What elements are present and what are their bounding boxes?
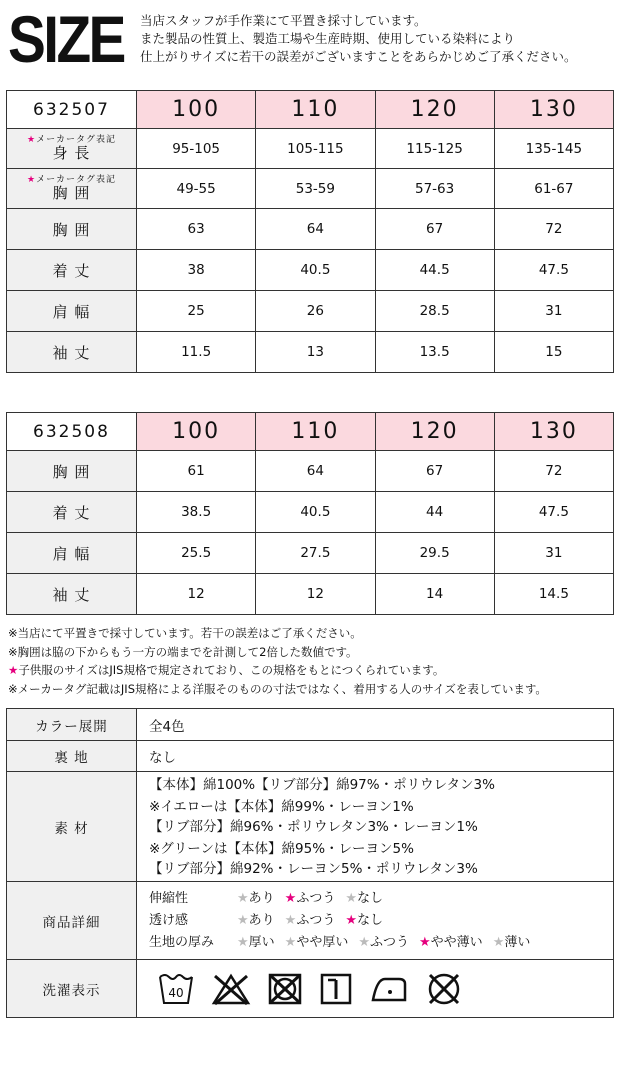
header xyxy=(0,0,620,80)
detail-option xyxy=(345,910,383,932)
size-header: 130 xyxy=(494,91,613,129)
star-icon: ★ xyxy=(284,912,297,928)
star-icon: ★ xyxy=(237,912,249,928)
wash-label: 洗濯表示 xyxy=(7,960,137,1018)
size-table-632508 xyxy=(6,412,614,615)
detail-name: 透け感 xyxy=(149,912,189,928)
table-cell: 12 xyxy=(256,574,375,615)
no-dry-clean-icon xyxy=(425,971,463,1007)
row-label: 着 丈 xyxy=(7,492,137,533)
table-cell: 135-145 xyxy=(494,129,613,169)
star-icon: ★ xyxy=(358,934,370,950)
table-row xyxy=(7,772,614,882)
star-icon: ★ xyxy=(8,663,19,677)
detail-row xyxy=(149,910,613,932)
detail-option xyxy=(285,888,336,910)
star-icon: ★ xyxy=(237,934,249,950)
detail-option-label: やや薄い xyxy=(430,934,483,950)
table-cell: 11.5 xyxy=(137,332,256,373)
table-cell: 115-125 xyxy=(375,129,494,169)
detail-option xyxy=(345,888,383,910)
table-cell: 40.5 xyxy=(256,492,375,533)
wash-symbols xyxy=(137,960,614,1018)
line-dry-icon xyxy=(319,972,353,1006)
detail-option-label: ふつう xyxy=(370,934,410,950)
material-line: ※イエローは【本体】綿99%・レーヨン1% xyxy=(149,798,414,815)
table-row xyxy=(7,709,614,741)
material-label: 素 材 xyxy=(7,772,137,882)
detail-option xyxy=(419,932,483,954)
table-cell: 53-59 xyxy=(256,169,375,209)
details-value xyxy=(137,882,614,960)
table-cell: 31 xyxy=(494,533,613,574)
table-cell: 67 xyxy=(375,209,494,250)
row-label: ★メーカータグ表記 胸 囲 xyxy=(7,169,137,209)
detail-row xyxy=(149,932,613,954)
detail-option-label: あり xyxy=(248,890,275,906)
row-label: 胸 囲 xyxy=(7,451,137,492)
header-notes xyxy=(140,12,577,66)
table-cell: 25 xyxy=(137,291,256,332)
detail-option-label: やや厚い xyxy=(296,934,349,950)
star-icon: ★ xyxy=(345,890,357,906)
detail-option xyxy=(493,932,531,954)
size-header: 130 xyxy=(494,413,613,451)
table-row xyxy=(7,129,614,169)
row-label: 胸 囲 xyxy=(7,209,137,250)
table-cell: 13 xyxy=(256,332,375,373)
detail-name: 生地の厚み xyxy=(149,934,215,950)
detail-option-label: 厚い xyxy=(248,934,275,950)
footnote-line: ※当店にて平置きで採寸しています。若干の誤差はご了承ください。 xyxy=(8,626,362,640)
star-icon: ★ xyxy=(27,135,37,145)
table-cell: 14.5 xyxy=(494,574,613,615)
row-label: 袖 丈 xyxy=(7,574,137,615)
details-label: 商品詳細 xyxy=(7,882,137,960)
size-table-632507 xyxy=(6,90,614,373)
table-cell: 67 xyxy=(375,451,494,492)
table-cell: 44.5 xyxy=(375,250,494,291)
color-value: 全4色 xyxy=(137,709,614,741)
detail-option xyxy=(237,888,275,910)
size-header: 100 xyxy=(137,413,256,451)
table-row xyxy=(7,574,614,615)
table-row xyxy=(7,492,614,533)
table-row xyxy=(7,451,614,492)
color-label: カラー展開 xyxy=(7,709,137,741)
star-icon: ★ xyxy=(237,890,249,906)
table-cell: 38.5 xyxy=(137,492,256,533)
no-tumble-dry-icon xyxy=(267,972,303,1006)
table-cell: 64 xyxy=(256,451,375,492)
detail-option-label: ふつう xyxy=(296,912,336,928)
row-label: 着 丈 xyxy=(7,250,137,291)
selected-star-icon: ★ xyxy=(345,912,357,928)
material-line: 【リブ部分】綿96%・ポリウレタン3%・レーヨン1% xyxy=(149,818,478,835)
material-line: 【本体】綿100%【リブ部分】綿97%・ポリウレタン3% xyxy=(149,776,495,793)
detail-option xyxy=(358,932,409,954)
footnote-line: ★子供服のサイズはJIS規格で規定されており、この規格をもとにつくられています。 xyxy=(8,663,445,677)
detail-option-label: なし xyxy=(357,890,384,906)
maker-tag-note: ★メーカータグ表記 xyxy=(27,135,116,145)
maker-tag-note: ★メーカータグ表記 xyxy=(27,175,116,185)
row-label: 肩 幅 xyxy=(7,291,137,332)
table-cell: 72 xyxy=(494,451,613,492)
table-row xyxy=(7,882,614,960)
detail-row xyxy=(149,888,613,910)
no-bleach-icon xyxy=(211,972,251,1006)
table-row xyxy=(7,533,614,574)
row-label: ★メーカータグ表記 身 長 xyxy=(7,129,137,169)
table-cell: 95-105 xyxy=(137,129,256,169)
table-row xyxy=(7,332,614,373)
iron-low-icon xyxy=(369,974,409,1004)
table-cell: 29.5 xyxy=(375,533,494,574)
wash-temp: 40 xyxy=(168,985,184,1000)
table-row xyxy=(7,291,614,332)
detail-option-label: 薄い xyxy=(504,934,531,950)
size-header: 110 xyxy=(256,413,375,451)
size-header: 100 xyxy=(137,91,256,129)
lining-label: 裏 地 xyxy=(7,741,137,772)
detail-option xyxy=(237,932,275,954)
size-header: 120 xyxy=(375,413,494,451)
selected-star-icon: ★ xyxy=(284,890,297,906)
table-cell: 25.5 xyxy=(137,533,256,574)
row-label: 肩 幅 xyxy=(7,533,137,574)
material-line: ※グリーンは【本体】綿95%・レーヨン5% xyxy=(149,840,414,857)
star-icon: ★ xyxy=(492,934,505,950)
size-header: 120 xyxy=(375,91,494,129)
star-icon: ★ xyxy=(284,934,297,950)
table-cell: 28.5 xyxy=(375,291,494,332)
product-info-table xyxy=(6,708,614,1018)
footnote-line: ※メーカータグ記載はJIS規格による洋服そのものの寸法ではなく、着用する人のサイズを表しています。 xyxy=(8,681,547,696)
table-cell: 44 xyxy=(375,492,494,533)
material-line: 【リブ部分】綿92%・レーヨン5%・ポリウレタン3% xyxy=(149,860,478,877)
star-icon: ★ xyxy=(27,175,37,185)
table-cell: 105-115 xyxy=(256,129,375,169)
header-note-line: また製品の性質上、製造工場や生産時期、使用している染料により xyxy=(140,31,516,46)
detail-option xyxy=(237,910,275,932)
table-cell: 49-55 xyxy=(137,169,256,209)
footnote-line: ※胸囲は脇の下からもう一方の端までを計測して2倍した数値です。 xyxy=(8,644,358,659)
header-note-line: 仕上がりサイズに若干の誤差がございますことをあらかじめご了承ください。 xyxy=(140,49,577,64)
table-cell: 14 xyxy=(375,574,494,615)
table-cell: 31 xyxy=(494,291,613,332)
table-cell: 64 xyxy=(256,209,375,250)
size-logo: SIZE xyxy=(8,2,124,76)
table-cell: 26 xyxy=(256,291,375,332)
table-cell: 61-67 xyxy=(494,169,613,209)
wash-40-icon xyxy=(157,971,195,1007)
detail-option xyxy=(285,932,349,954)
table-cell: 61 xyxy=(137,451,256,492)
material-value xyxy=(137,772,614,882)
table-cell: 15 xyxy=(494,332,613,373)
table-cell: 13.5 xyxy=(375,332,494,373)
detail-option-label: あり xyxy=(248,912,275,928)
product-code: 632507 xyxy=(7,91,137,129)
size-header: 110 xyxy=(256,91,375,129)
table-row xyxy=(7,209,614,250)
table-row xyxy=(7,960,614,1018)
lining-value: なし xyxy=(137,741,614,772)
footnotes xyxy=(8,624,547,698)
table-cell: 40.5 xyxy=(256,250,375,291)
row-label: 袖 丈 xyxy=(7,332,137,373)
table-cell: 27.5 xyxy=(256,533,375,574)
table-cell: 63 xyxy=(137,209,256,250)
detail-option-label: ふつう xyxy=(296,890,336,906)
table-row xyxy=(7,250,614,291)
table-cell: 47.5 xyxy=(494,492,613,533)
table-row xyxy=(7,169,614,209)
table-cell: 47.5 xyxy=(494,250,613,291)
table-cell: 72 xyxy=(494,209,613,250)
detail-option xyxy=(285,910,336,932)
table-cell: 38 xyxy=(137,250,256,291)
selected-star-icon: ★ xyxy=(419,934,431,950)
detail-name: 伸縮性 xyxy=(149,890,189,906)
detail-option-label: なし xyxy=(357,912,384,928)
table-cell: 12 xyxy=(137,574,256,615)
product-code: 632508 xyxy=(7,413,137,451)
table-row xyxy=(7,741,614,772)
table-cell: 57-63 xyxy=(375,169,494,209)
header-note-line: 当店スタッフが手作業にて平置き採寸しています。 xyxy=(140,13,427,28)
